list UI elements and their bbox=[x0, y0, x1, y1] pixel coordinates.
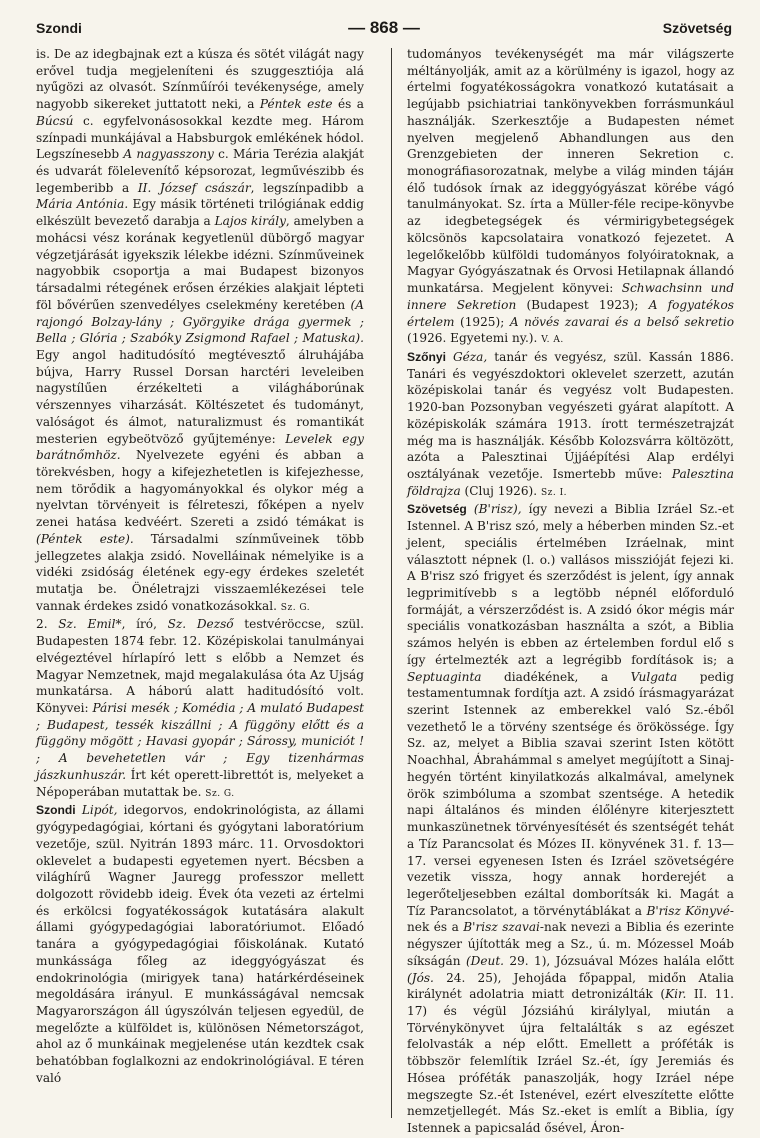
header-left-keyword: Szondi bbox=[36, 20, 82, 36]
author-signature: Sz. I. bbox=[540, 487, 568, 498]
entry-szondi-emil: 2. Sz. Emil*, író, Sz. Dezső testvéröccse, szül. Budapesten 1874 febr. 12. Középiskolai tanulmányai elvégeztével hírlapíró lett s előbb a Nemzet és Magyar Nemzetnek, majd megalakulása óta Az Ujság munkatársa. A háború alatt haditudósító volt. Könyvei: Párisi mesék ; Komédia ; A mulató Budapest ; Budapest, tessék kiszállni ; A függöny előtt és a függöny mögött ; Havasi gyopár ; Sárossy, municiót ! ; A bevehetetlen vár ; Egy tizenhármas jászkunhuszár. Írt két operett-librettót is, melyeket a Népoperában mutattak be. Sz. G. bbox=[36, 617, 365, 799]
entry-headword: Szondi bbox=[36, 803, 76, 818]
entry-szonyi-geza: Szőnyi Géza, tanár és vegyész, szül. Kassán 1886. Tanári és vegyészdoktori oklevelet szerzett, azután középiskolai tanár és vegyész volt Budapesten. 1920-ban Pozsonyban vegyészeti gyárat alapított. A középiskolák számára 1913. írott természetrajzát még ma is használják. Később Kolozsvárra költözött, azóta a Palesztinai Újjáépítési Alap erdélyi osztályának vezetője. Ismertebb műve: Palesztina földrajza (Cluj 1926). Sz. I. bbox=[407, 349, 735, 498]
author-signature: Sz. G. bbox=[280, 602, 311, 613]
entry-szovetseg: Szövetség (B'risz), így nevezi a Biblia Izráel Sz.-et Istennel. A B'risz szó, mely a héberben minden Sz.-et jelent, speciális értelmében Izráelnak, mint választott népnek (l. o.) vallásos misszióját fejezi ki. A B'risz szó frigyet és szerződést is jelent, így annak legprimitívebb s a legtöbb népnél előforduló formáját, a vérszerződést is. A zsidó ókor mégis már speciális vonatkozásban használta a szót, a Biblia számos helyén is ebben az értelemben fordul elő s így értelmezték azt a legrégibb fordítások is; a Septuaginta diadékének, a Vulgata pedig testamentumnak fordítja azt. A zsidó írásmagyarázat szerint Istennek az emberekkel való Sz.-éből vezethető le a törvény szentsége és örökössége. Így Sz. az, melyet a Biblia szavai szerint Isten kötött Noachhal, Ábrahámmal s amelyet megújított a Sinaj-hegyén történt kinyilatkozás alkalmával, amelynek örök szimbóluma a szombat szentsége. A hetedik napi általános és minden élőlényre kiterjesztett munkaszünetnek törvényesítését és szentségét tehát a Tíz Parancsolat és Mózes II. könyvének 31. f. 13—17. versei egyenesen Isten és Izráel szövetségére vezetik vissza, hogy annak horderejét a legerőteljesebben ezáltal domborítsák ki. Magát a Tíz Parancsolatot, a törvénytáblákat a B'risz Könyvé-nek és a B'risz szavai-nak nevezi a Biblia és ezerinte négyszer újították meg a Sz., ú. m. Mózessel Moáb síkságán (Deut. 29. 1), Józsuával Mózes halála előtt (Jós. 24. 25), Jehojáda főpappal, midőn Atalia királynét adolatria miatt detronizálták (Kir. II. 11. 17) és végül Józsiáhú királylyal, miután a Törvénykönyvet újra feltalálták s az egészet felolvasták a nép előtt. Emellett a próféták is többször felemlítik Izráel Sz.-ét, így Jeremiás és Hósea próféták panaszolják, hogy Izráel népe megszegte Sz.-ét Istenével, ezért elveszítette előtte nemzetjellegét. Más Sz.-eket is említ a Biblia, így Istennek a papicsalád ősével, Áron- bbox=[407, 502, 735, 1135]
entry-headword: Szövetség bbox=[407, 502, 467, 517]
column-divider bbox=[391, 48, 392, 1118]
left-column bbox=[36, 46, 364, 1087]
author-signature: Sz. G. bbox=[205, 788, 235, 799]
entry-szondi-lipot: Szondi Lipót, idegorvos, endokrinológista, az állami gyógypedagógiai, kórtani és gyógytani laboratórium vezetője, szül. Nyitrán 1893 márc. 11. Orvosdoktori oklevelet a budapesti egyetemen nyert. Bécsben a világhírű Wagner Jauregg professzor mellett dolgozott rövidebb ideig. Évek óta vezeti az értelmi és erkölcsi fogyatékosságok kutatására alakult állami gyógypedagógiai laboratóriumot. Előadó tanára a gyógypedagógiai főiskolának. Kutató munkássága főleg az ideggyógyászat és endokrinológia (mirigyek tana) határkérdéseinek megoldására irányul. E munkásságával nemcsak Magyarországon áll úgyszólván teljesen egyedül, de megelőzte a külföldet is, különösen Németországot, ahol az ő munkáinak megjelenése után kezdtek csak behatóbban foglalkozni az endokrinológiával. E téren való bbox=[36, 803, 364, 1085]
right-column bbox=[407, 46, 734, 1137]
author-signature: V. A. bbox=[541, 335, 564, 346]
entry-szondi-dezso-continuation: is. De az idegbajnak ezt a kúsza és sötét világát nagy erővel tudja megjeleníteni és szuggesztiója alá nyűgözi az olvasót. Színműírói tevékenysége, amely nagyobb sikereket juttatott neki, a Péntek este és a Búcsú c. egyfelvonásosokkal kezdte meg. Három színpadi munkájával a Habsburgok emlékének hódol. Legszínesebb A nagyasszony c. Mária Terézia alakját és udvarát fölelevenítő képsorozat, legművészibb és legemberibb a II. József császár, legszínpadibb a Mária Antónia. Egy másik történeti trilógiának eddig elkészült bevezető darabja a Lajos király, amelyben a mohácsi vész korának kegyetlenül dübörgő magyar végzetjárását igyekszik lélekbe idézni. Színműveinek nagyobbik csoportja a mai Budapest bizonyos társadalmi rétegének erősen érzékies alakjait lépteti föl bővérűen szenvedélyes cselekmény keretében (A rajongó Bolzay-lány ; Györgyike drága gyermek ; Bella ; Glória ; Szabóky Zsigmond Rafael ; Matuska). Egy angol haditudósító megtévesztő álruhájába bújva, Harry Russel Dorsan harctéri leveleiben nagystílűen érzékelteti a világháborúnak vérszennyes viharzását. Költészetet és tudományt, valóságot és álmot, naturalizmust és romantikát mesterien egybeötvöző gyűjteménye: Levelek egy barátnőmhöz. Nyelvezete egyéni és abban a törekvésben, hogy a kifejezhetetlen is kifejezhesse, nem törődik a hagyományokkal és olykor még a nyelvtan törvényeit is félreteszi, főképen a nyelv zenei hatása kedvéért. Szereti a zsidó témákat is (Péntek este). Társadalmi színműveinek több jellegzetes alakja zsidó. Novelláinak némelyike is a vidéki zsidóság életének egy-egy érdekes szeletét mutatja be. Önéletrajzi visszaemlékezései tele vannak érdekes zsidó vonatkozásokkal. Sz. G. bbox=[36, 47, 365, 613]
entry-headword: Szőnyi bbox=[407, 349, 446, 364]
entry-szondi-lipot-continuation: tudományos tevékenységét ma már világszerte méltányolják, amit az a körülmény is igazol, hogy az értelmi fogyatékosságokra vonatkozó kutatásait a legújabb psichiatriai tankönyvekben forrásmunkául használják. Szerkesztője a Budapesten német nyelven megjelenő Abhandlungen aus den Grenzgebieten der inneren Sekretion c. monográfiasorozatnak, melybe a világ minden tájáн élő tudósok írnak az ideggyógyászat körébe vágó tanulmányokat. Sz. írta a Müller-féle recipe-könyvbe az idegbetegségek és vérmirigybetegségek kölcsönös kapcsolataira vonatkozó fejezetet. A legelőkelőbb külföldi tudományos folyóiratoknak, a Magyar Gyógyászatnak és Orvosi Hetilapnak állandó munkatársa. Megjelent könyvei: Schwachsinn und innere Sekretion (Budapest 1923); A fogyatékos értelem (1925); A növés zavarai és a belső sekretio (1926. Egyetemi ny.). V. A. bbox=[407, 47, 735, 346]
page-number: — 868 — bbox=[348, 18, 420, 37]
page-header bbox=[36, 18, 732, 42]
header-right-keyword: Szövetség bbox=[662, 20, 732, 36]
